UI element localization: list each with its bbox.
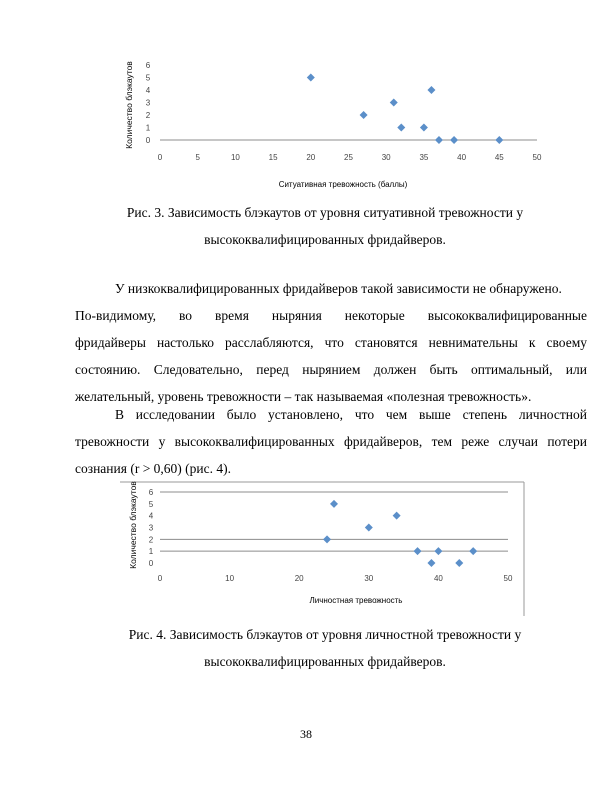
paragraph-1: [75, 275, 587, 410]
x-tick-label: 20: [306, 153, 316, 162]
x-tick-label: 35: [419, 153, 429, 162]
figure-4-caption-line-1: Рис. 4. Зависимость блэкаутов от уровня личностной тревожности у: [128, 627, 522, 642]
data-point-marker: [393, 512, 401, 520]
x-tick-label: 15: [268, 153, 278, 162]
y-tick-label: 4: [145, 86, 151, 95]
x-tick-label: 30: [381, 153, 391, 162]
y-tick-label: 3: [145, 98, 151, 108]
x-axis-title: Личностная тревожность: [309, 596, 403, 605]
y-tick-label: 5: [148, 499, 154, 509]
x-tick-label: 10: [230, 153, 240, 162]
data-point-marker: [450, 136, 458, 144]
x-tick-label: 10: [225, 574, 235, 583]
data-point-marker: [420, 124, 428, 132]
data-point-marker: [427, 86, 435, 94]
x-axis-title: Ситуативная тревожность (баллы): [278, 180, 408, 189]
y-axis-title: Количество блэкаутов: [128, 481, 138, 569]
paragraph-2-line-3: сознания (r > 0,60) (рис. 4).: [75, 461, 232, 476]
figure-3-caption-line-2: высококвалифицированных фридайверов.: [204, 232, 446, 247]
y-tick-label: 2: [145, 111, 151, 120]
y-tick-label: 6: [148, 488, 154, 497]
y-tick-label: 0: [145, 136, 151, 145]
x-tick-label: 50: [503, 574, 513, 583]
x-tick-label: 0: [157, 153, 163, 162]
x-tick-label: 50: [532, 153, 542, 162]
chart-4-svg: [0, 470, 612, 620]
data-point-marker: [435, 136, 443, 144]
paragraph-1-line-4: состоянию. Следовательно, перед нырянием должен быть оптимальный, или: [75, 362, 587, 377]
data-point-marker: [307, 74, 315, 82]
x-tick-label: 40: [433, 574, 443, 583]
data-point-marker: [414, 547, 422, 555]
paragraph-2-line-1: В исследовании было установлено, что чем выше степень личностной: [115, 407, 587, 422]
y-tick-label: 1: [148, 547, 154, 557]
data-point-marker: [397, 124, 405, 132]
y-tick-label: 3: [148, 523, 154, 533]
data-point-marker: [330, 500, 338, 508]
x-tick-label: 5: [195, 153, 200, 162]
paragraph-2-line-2: тревожности у высококвалифицированных фридайверов, тем реже случаи потери: [75, 434, 587, 449]
y-tick-label: 0: [148, 559, 154, 568]
y-axis-title: Количество блэкаутов: [124, 61, 134, 149]
figure-4-chart: [0, 470, 612, 620]
figure-3-chart: [0, 0, 612, 200]
data-point-marker: [434, 547, 442, 555]
paragraph-1-line-2: По-видимому, во время ныряния некоторые высококвалифицированные: [75, 308, 587, 323]
data-point-marker: [455, 559, 463, 567]
y-tick-label: 2: [148, 535, 154, 545]
page-number: 38: [300, 727, 312, 741]
y-tick-label: 5: [145, 73, 151, 83]
data-point-marker: [427, 559, 435, 567]
paragraph-1-line-1: У низкоквалифицированных фридайверов такой зависимости не обнаружено.: [115, 281, 562, 296]
figure-4-caption-line-2: высококвалифицированных фридайверов.: [204, 654, 446, 669]
figure-3-caption-line-1: Рис. 3. Зависимость блэкаутов от уровня ситуативной тревожности у: [126, 205, 524, 220]
x-tick-label: 25: [344, 153, 353, 162]
paragraph-1-line-5: желательный, уровень тревожности – так называемая «полезная тревожность».: [75, 389, 532, 404]
x-tick-label: 40: [457, 153, 467, 162]
data-point-marker: [469, 547, 477, 555]
y-tick-label: 1: [145, 123, 151, 133]
data-point-marker: [390, 99, 398, 107]
x-tick-label: 0: [157, 574, 163, 583]
x-tick-label: 30: [364, 574, 374, 583]
x-tick-label: 20: [294, 574, 304, 583]
y-tick-label: 4: [148, 511, 154, 521]
data-point-marker: [360, 111, 368, 119]
data-point-marker: [365, 524, 373, 532]
y-tick-label: 6: [145, 61, 151, 70]
x-tick-label: 45: [494, 153, 504, 162]
paragraph-1-line-3: фридайверы настолько расслабляются, что становятся невнимательны к своему: [75, 335, 587, 350]
data-point-marker: [495, 136, 503, 144]
figure-3-caption: [60, 199, 590, 253]
data-point-marker: [323, 535, 331, 543]
chart-3-svg: [0, 0, 612, 200]
figure-4-caption: [60, 621, 590, 675]
